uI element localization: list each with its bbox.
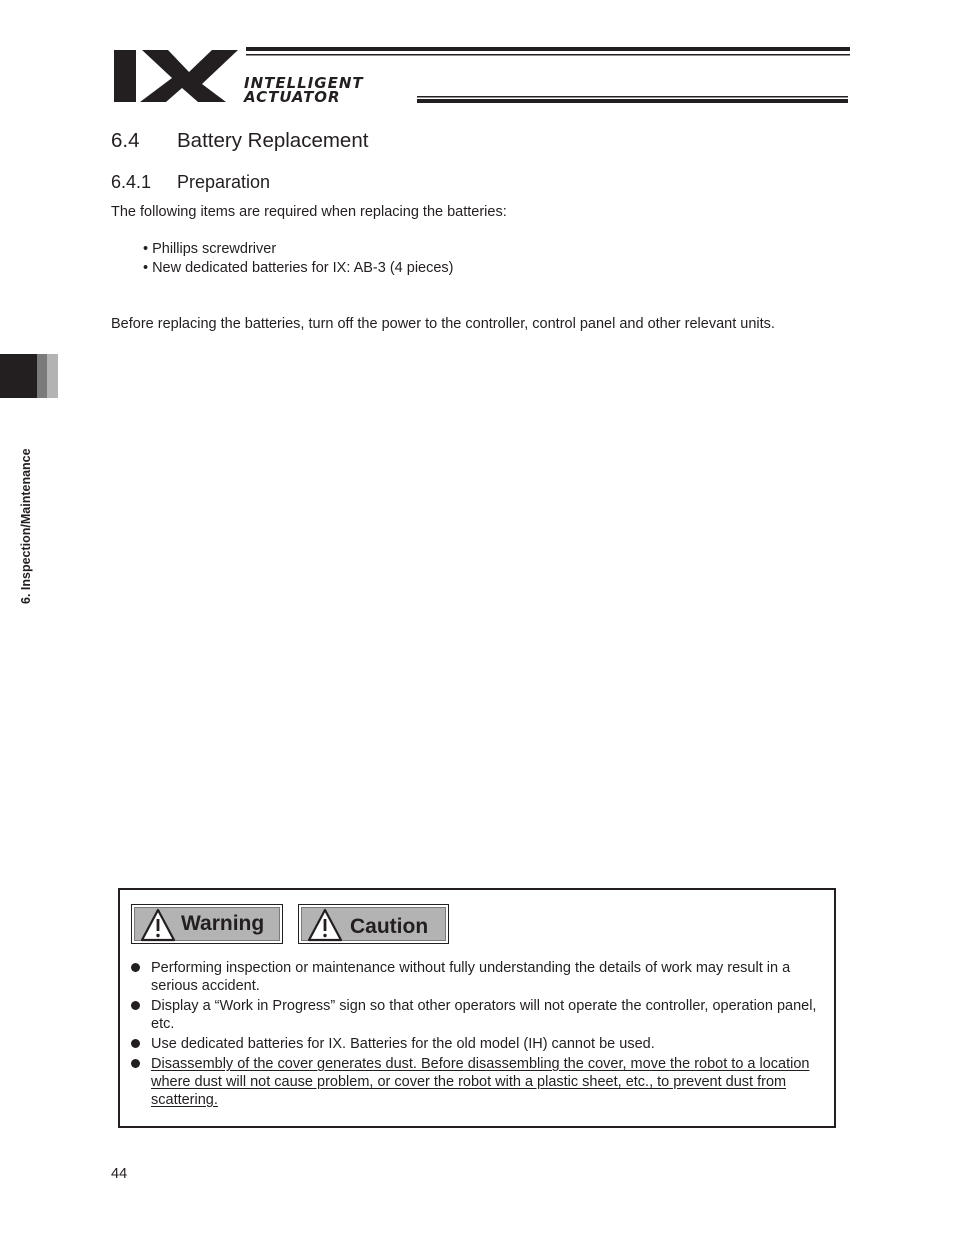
caution-label: Caution xyxy=(350,915,429,938)
caution-badge xyxy=(298,904,449,944)
required-items-list xyxy=(143,240,454,278)
chapter-tab-shade xyxy=(37,354,47,398)
ix-logo-graphic xyxy=(112,46,852,106)
chapter-tab-shade-light xyxy=(47,354,58,398)
list-item: Disassembly of the cover generates dust. Before disassembling the cover, move the robot to a location where dust will not cause problem, or cover the robot with a plastic sheet, etc., to prevent dust from scattering. xyxy=(128,1055,828,1109)
warning-triangle-icon xyxy=(140,908,176,942)
subsection-title: Preparation xyxy=(177,172,271,192)
list-item: Performing inspection or maintenance without fully understanding the details of work may result in a serious accident. xyxy=(128,959,828,995)
bullet-icon xyxy=(131,1039,140,1048)
warning-bullets xyxy=(128,959,828,1111)
section-title: Battery Replacement xyxy=(177,129,369,152)
intro-text: The following items are required when replacing the batteries: xyxy=(111,204,507,220)
caution-triangle-icon xyxy=(307,908,343,942)
warning-label: Warning xyxy=(181,912,265,935)
bullet-icon xyxy=(131,963,140,972)
subsection-heading xyxy=(111,172,270,193)
warning-caution-box xyxy=(118,888,836,1128)
brand-line-2: ACTUATOR xyxy=(244,88,341,106)
page-number: 44 xyxy=(111,1166,128,1182)
section-number: 6.4 xyxy=(111,129,140,152)
subsection-number: 6.4.1 xyxy=(111,172,152,192)
warning-badge xyxy=(131,904,283,944)
section-heading xyxy=(111,129,368,153)
chapter-tab-marker xyxy=(0,354,37,398)
chapter-side-label: 6. Inspection/Maintenance xyxy=(19,448,33,604)
list-item: Use dedicated batteries for IX. Batteries for the old model (IH) cannot be used. xyxy=(128,1035,828,1053)
power-off-note: Before replacing the batteries, turn off the power to the controller, control panel and other relevant units. xyxy=(111,316,775,332)
list-item: • New dedicated batteries for IX: AB-3 (4 pieces) xyxy=(143,259,454,278)
brand-line-1: INTELLIGENT xyxy=(244,74,364,92)
bullet-icon xyxy=(131,1001,140,1010)
brand-logo xyxy=(112,46,852,106)
list-item: Display a “Work in Progress” sign so that other operators will not operate the controller, operation panel, etc. xyxy=(128,997,828,1033)
bullet-icon xyxy=(131,1059,140,1068)
list-item: • Phillips screwdriver xyxy=(143,240,454,259)
